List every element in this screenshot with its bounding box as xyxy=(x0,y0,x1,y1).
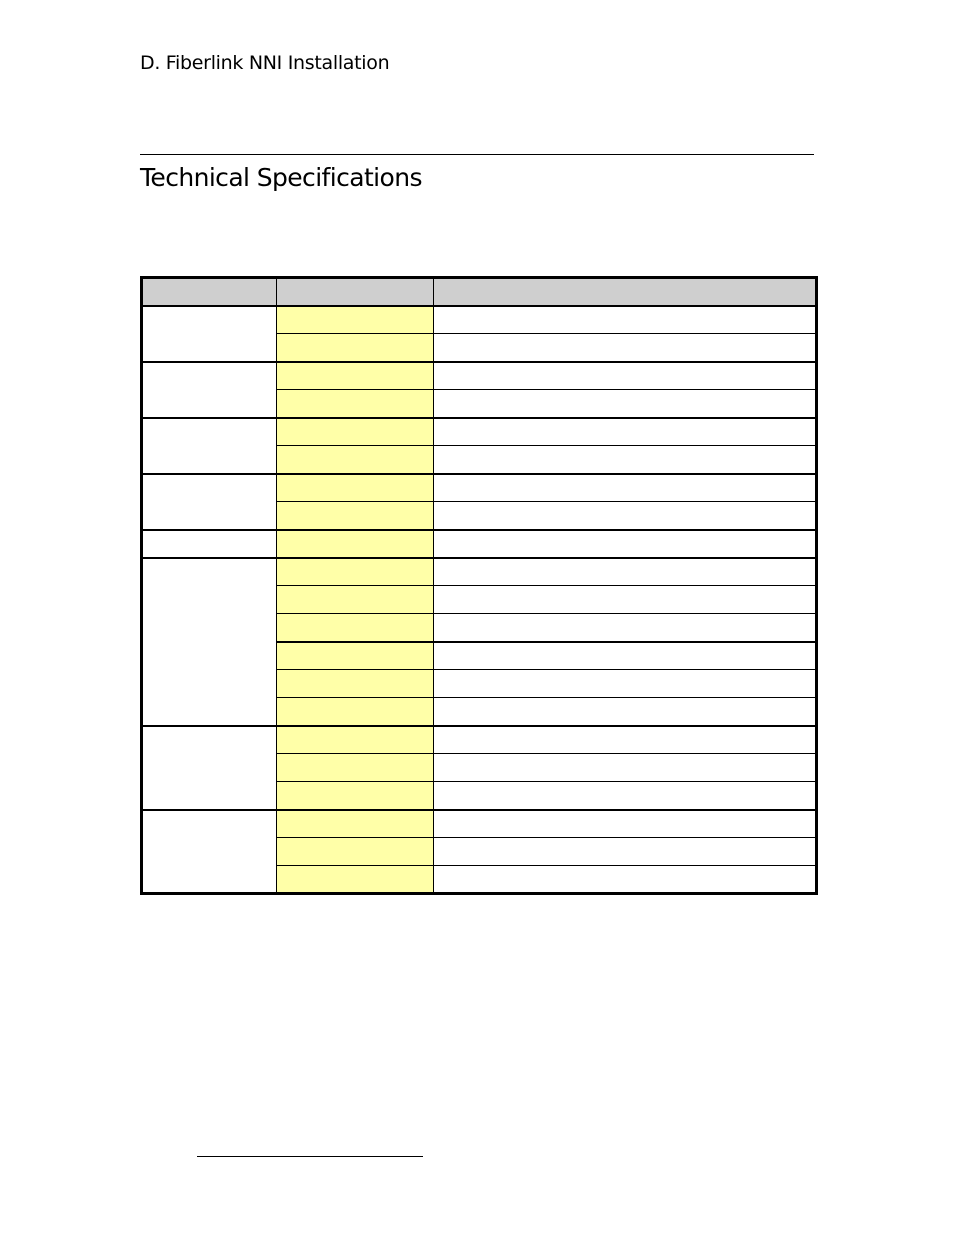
value-cell xyxy=(434,558,817,586)
table-row xyxy=(142,362,817,390)
category-cell xyxy=(142,418,277,474)
value-cell xyxy=(434,334,817,362)
parameter-cell xyxy=(277,698,434,726)
category-cell xyxy=(142,530,277,558)
parameter-cell xyxy=(277,418,434,446)
footnote-divider xyxy=(197,1156,423,1157)
table-row xyxy=(142,418,817,446)
value-cell xyxy=(434,670,817,698)
header-divider xyxy=(140,154,814,155)
parameter-cell xyxy=(277,390,434,418)
category-cell xyxy=(142,726,277,810)
value-cell xyxy=(434,474,817,502)
parameter-cell xyxy=(277,670,434,698)
table-row xyxy=(142,810,817,838)
parameter-cell xyxy=(277,810,434,838)
running-header: D. Fiberlink NNI Installation xyxy=(140,52,390,74)
parameter-cell xyxy=(277,334,434,362)
value-cell xyxy=(434,530,817,558)
value-cell xyxy=(434,390,817,418)
parameter-cell xyxy=(277,502,434,530)
parameter-cell xyxy=(277,362,434,390)
value-cell xyxy=(434,362,817,390)
parameter-cell xyxy=(277,558,434,586)
category-cell xyxy=(142,306,277,362)
parameter-cell xyxy=(277,586,434,614)
value-cell xyxy=(434,838,817,866)
value-cell xyxy=(434,642,817,670)
parameter-cell xyxy=(277,866,434,894)
table-row xyxy=(142,306,817,334)
value-cell xyxy=(434,810,817,838)
column-header-value xyxy=(434,278,817,306)
value-cell xyxy=(434,502,817,530)
category-cell xyxy=(142,362,277,418)
value-cell xyxy=(434,782,817,810)
value-cell xyxy=(434,866,817,894)
parameter-cell xyxy=(277,614,434,642)
column-header-parameter xyxy=(277,278,434,306)
column-header-category xyxy=(142,278,277,306)
value-cell xyxy=(434,586,817,614)
value-cell xyxy=(434,446,817,474)
value-cell xyxy=(434,726,817,754)
parameter-cell xyxy=(277,642,434,670)
category-cell xyxy=(142,810,277,894)
section-title: Technical Specifications xyxy=(140,163,422,192)
technical-specifications-table xyxy=(140,276,818,895)
table-row xyxy=(142,530,817,558)
value-cell xyxy=(434,698,817,726)
table-row xyxy=(142,726,817,754)
table-header-row xyxy=(142,278,817,306)
category-cell xyxy=(142,474,277,530)
parameter-cell xyxy=(277,474,434,502)
parameter-cell xyxy=(277,530,434,558)
value-cell xyxy=(434,418,817,446)
parameter-cell xyxy=(277,754,434,782)
category-cell xyxy=(142,558,277,726)
parameter-cell xyxy=(277,306,434,334)
parameter-cell xyxy=(277,838,434,866)
table-row xyxy=(142,474,817,502)
value-cell xyxy=(434,754,817,782)
table-row xyxy=(142,558,817,586)
value-cell xyxy=(434,306,817,334)
parameter-cell xyxy=(277,782,434,810)
parameter-cell xyxy=(277,726,434,754)
value-cell xyxy=(434,614,817,642)
parameter-cell xyxy=(277,446,434,474)
